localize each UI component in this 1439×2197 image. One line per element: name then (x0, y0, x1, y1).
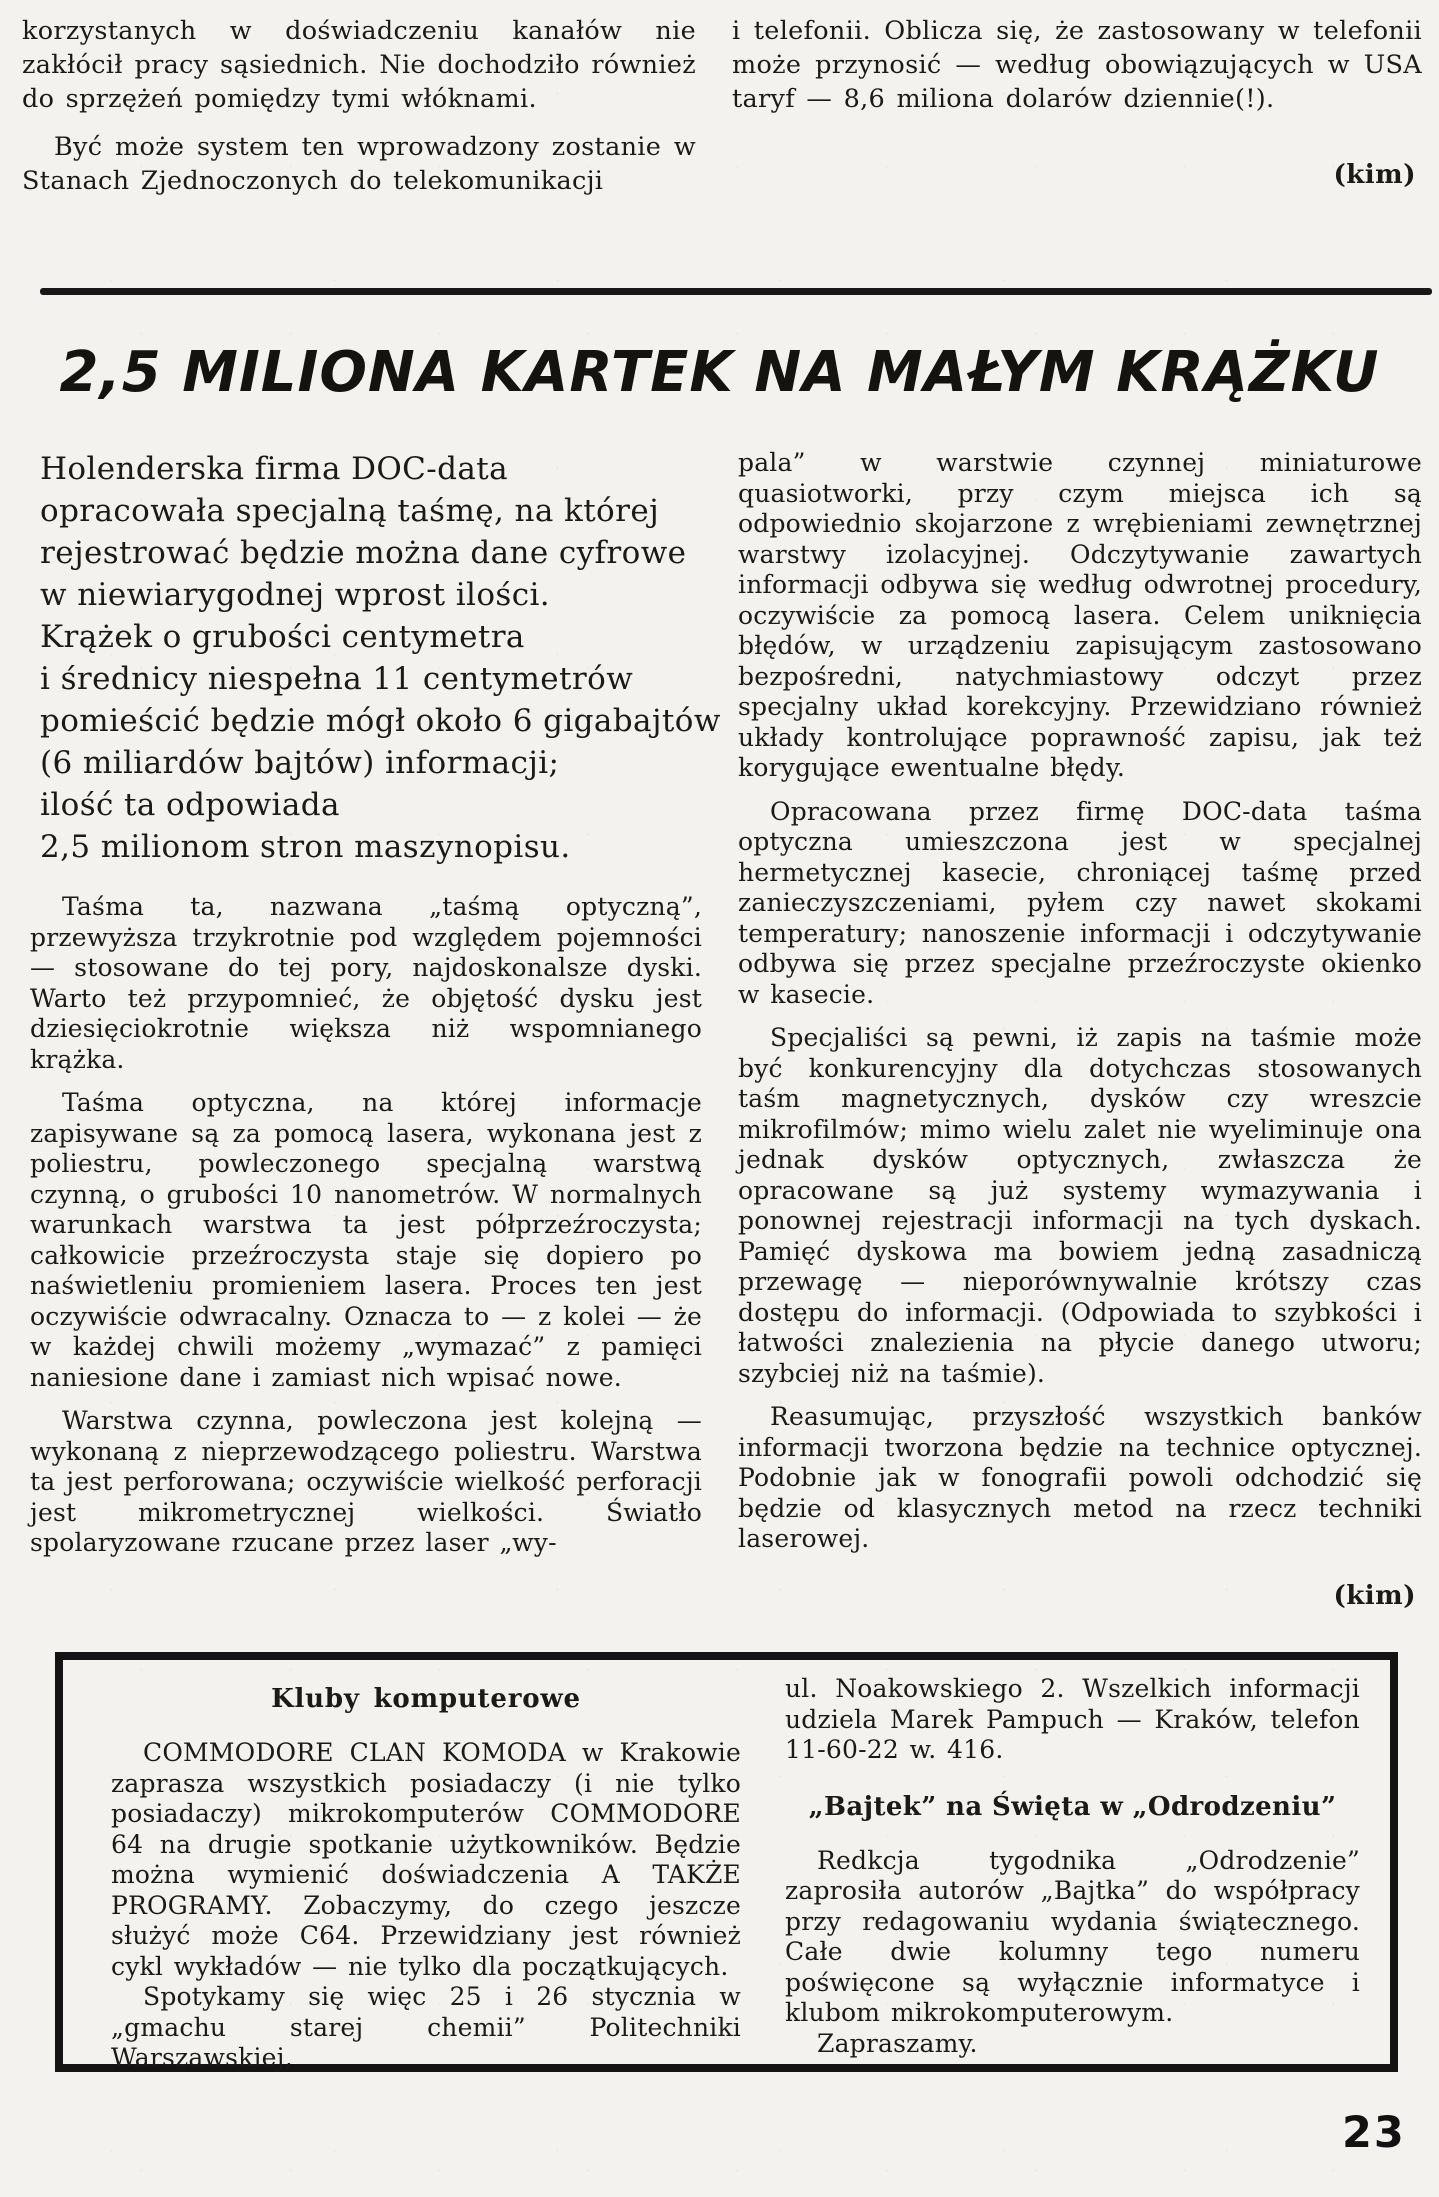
article-lead (40, 448, 721, 868)
paragraph: Spotykamy się więc 25 i 26 stycznia w „gmachu starej chemii” Politechniki Warszawskiej, (111, 1982, 741, 2072)
top-right-column (732, 14, 1422, 198)
paragraph: Warstwa czynna, powleczona jest kolejną — wykonaną z nieprzewodzącego poliestru. Warstwa ta jest perforowana; oczywiście wielkość perforacji jest mikrometrycznej wielkości. Światło spolaryzowane rzucane przez laser „wy- (30, 1406, 702, 1557)
article-headline: 2,5 MILIONA KARTEK NA MAŁYM KRĄŻKU (59, 340, 1380, 405)
paragraph: Opracowana przez firmę DOC-data taśma optyczna umieszczona jest w specjalnej hermetycznej kasecie, chroniącej taśmę przed zanieczyszczeniami, pyłem czy nawet skokami temperatury; nanoszenie informacji i odczytywanie odbywa się przez specjalne przeźroczyste okienko w kasecie. (738, 796, 1422, 1009)
article-left-column (30, 448, 721, 1611)
club-notices-box (55, 1652, 1398, 2072)
page-number: 23 (1342, 2108, 1406, 2158)
paragraph: Być może system ten wprowadzony zostanie w Stanach Zjednoczonych do telekomunikacji (22, 132, 696, 196)
top-article-tail (22, 14, 1422, 198)
horizontal-divider (40, 288, 1432, 295)
lead-line: rejestrować będzie można dane cyfrowe (40, 535, 687, 571)
lead-line: 2,5 milionom stron maszynopisu. (40, 829, 571, 865)
paragraph: korzystanych w doświadczeniu kanałów nie zakłócił pracy sąsiednich. Nie dochodziło również do sprzężeń pomiędzy tymi włóknami. (22, 16, 696, 114)
lead-line: (6 miliardów bajtów) informacji; (40, 745, 560, 781)
paragraph: i telefonii. Oblicza się, że zastosowany w telefonii może przynosić — według obowiązujących w USA taryf — 8,6 miliona dolarów dziennie(!). (732, 16, 1422, 114)
paragraph: Zapraszamy. (817, 2028, 978, 2058)
paragraph: Taśma optyczna, na której informacje zapisywane są za pomocą lasera, wykonana jest z poliestru, powleczonego specjalną warstwą czynną, o grubości 10 nanometrów. W normalnych warunkach warstwa ta jest półprzeźroczysta; całkowicie przeźroczysta staje się dopiero po naświetleniu promieniem lasera. Proces ten jest oczywiście odwracalny. Oznacza to — z kolei — że w każdej chwili możemy „wymazać” z pamięci naniesione dane i zamiast nich wpisać nowe. (30, 1088, 702, 1392)
article-right-column (738, 448, 1422, 1611)
paragraph: Taśma ta, nazwana „taśmą optyczną”, przewyższa trzykrotnie pod względem pojemności — stosowane do tej pory, najdoskonalsze dyski. Warto też przypomnieć, że objętość dysku jest dziesięciokrotnie większa niż wspomnianego krążka. (30, 892, 702, 1074)
paragraph: pala” w warstwie czynnej miniaturowe quasiotworki, przy czym miejsca ich są odpowiednio skojarzone z wrębieniami zewnętrznej warstwy izolacyjnej. Odczytywanie zawartych informacji odbywa się według odwrotnej procedury, oczywiście za pomocą lasera. Celem uniknięcia błędów, w urządzeniu zapisującym zastosowano bezpośredni, natychmiastowy odczyt przez specjalny układ korekcyjny. Przewidziano również układy kontrolujące poprawność zapisu, jak też korygujące ewentualne błędy. (738, 448, 1422, 782)
paragraph: ul. Noakowskiego 2. Wszelkich informacji udziela Marek Pampuch — Kraków, telefon 11-60-22 w. 416. (785, 1674, 1360, 1764)
paragraph: Specjaliści są pewni, iż zapis na taśmie może być konkurencyjny dla dotychczas stosowanych taśm magnetycznych, dysków czy wreszcie mikrofilmów; mimo wielu zalet nie wyeliminuje ona jednak dysków optycznych, zwłaszcza że opracowane są już systemy wymazywania i ponownej rejestracji informacji na tych dyskach. Pamięć dyskowa ma bowiem jedną zasadniczą przewagę — nieporównywalnie krótszy czas dostępu do informacji. (Odpowiada to szybkości i łatwości znalezienia na płycie danego utworu; szybciej niż na taśmie). (738, 1023, 1422, 1388)
paragraph: COMMODORE CLAN KOMODA w Krakowie zaprasza wszystkich posiadaczy (i nie tylko posiadaczy) mikrokomputerów COMMODORE 64 na drugie spotkanie użytkowników. Będzie można wymienić doświadczenia A TAKŻE PROGRAMY. Zobaczymy, do czego jeszcze służyć może C64. Przewidziany jest również cykl wykładów — nie tylko dla początkujących. (111, 1738, 741, 1981)
top-left-column (22, 14, 696, 198)
box-subtitle: „Bajtek” na Święta w „Odrodzeniu” (808, 1791, 1337, 1822)
lead-line: pomieścić będzie mógł około 6 gigabajtów (40, 703, 721, 739)
author-byline: (kim) (1333, 1580, 1416, 1611)
box-left-column (111, 1674, 741, 2072)
lead-line: Holenderska firma DOC-data (40, 451, 509, 487)
box-title: Kluby komputerowe (271, 1684, 581, 1714)
lead-line: opracowała specjalną taśmę, na której (40, 493, 660, 529)
paragraph: Redkcja tygodnika „Odrodzenie” zaprosiła autorów „Bajtka” do współpracy przy redagowaniu wydania świątecznego. Całe dwie kolumny tego numeru poświęcone są wyłącznie informatyce i klubom mikrokomputerowym. (785, 1845, 1360, 2027)
box-right-column (785, 1674, 1360, 2064)
lead-line: ilość ta odpowiada (40, 787, 340, 823)
lead-line: i średnicy niespełna 11 centymetrów (40, 661, 634, 697)
article-body (30, 448, 1422, 1611)
paragraph: Reasumując, przyszłość wszystkich banków informacji tworzona będzie na technice optycznej. Podobnie jak w fonografii powoli odchodzić się będzie od klasycznych metod na rzecz techniki laserowej. (738, 1402, 1422, 1553)
lead-line: Krążek o grubości centymetra (40, 619, 525, 655)
lead-line: w niewiarygodnej wprost ilości. (40, 577, 551, 613)
author-byline: (kim) (1333, 160, 1416, 190)
